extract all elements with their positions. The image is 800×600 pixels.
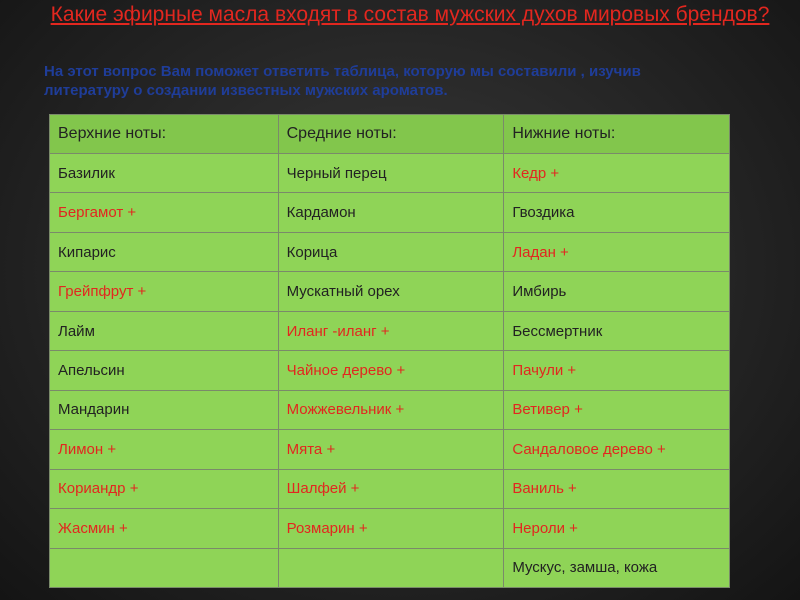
cell-top-note: Грейпфрут + [50, 272, 279, 311]
subtitle-line: литературу о создании известных мужских ароматов. [44, 82, 448, 99]
cell-middle-note: Черный перец [278, 154, 504, 193]
cell-top-note: Бергамот + [50, 193, 279, 232]
cell-top-note: Жасмин + [50, 509, 279, 548]
cell-middle-note: Розмарин + [278, 509, 504, 548]
page-title: Какие эфирные масла входят в состав мужских духов мировых брендов? [50, 3, 770, 26]
header-middle-notes: Средние ноты: [278, 115, 504, 154]
table-row [50, 390, 730, 429]
table-row [50, 548, 730, 587]
table-row [50, 232, 730, 271]
table-row [50, 351, 730, 390]
notes-table [49, 114, 730, 588]
cell-middle-note: Чайное дерево + [278, 351, 504, 390]
cell-top-note: Кориандр + [50, 469, 279, 508]
cell-middle-note: Иланг -иланг + [278, 311, 504, 350]
cell-top-note: Апельсин [50, 351, 279, 390]
cell-base-note: Сандаловое дерево + [504, 430, 730, 469]
cell-base-note: Пачули + [504, 351, 730, 390]
cell-base-note: Бессмертник [504, 311, 730, 350]
cell-middle-note: Мускатный орех [278, 272, 504, 311]
table-row [50, 311, 730, 350]
cell-middle-note: Шалфей + [278, 469, 504, 508]
cell-top-note: Кипарис [50, 232, 279, 271]
cell-base-note: Нероли + [504, 509, 730, 548]
table-row [50, 430, 730, 469]
header-base-notes: Нижние ноты: [504, 115, 730, 154]
cell-top-note [50, 548, 279, 587]
cell-base-note: Ладан + [504, 232, 730, 271]
cell-middle-note [278, 548, 504, 587]
cell-middle-note: Мята + [278, 430, 504, 469]
header-top-notes: Верхние ноты: [50, 115, 279, 154]
cell-top-note: Базилик [50, 154, 279, 193]
cell-base-note: Ваниль + [504, 469, 730, 508]
cell-top-note: Лимон + [50, 430, 279, 469]
table-row [50, 272, 730, 311]
cell-middle-note: Корица [278, 232, 504, 271]
subtitle-line: На этот вопрос Вам поможет ответить таблица, которую мы составили , изучив [44, 63, 641, 80]
table-header-row [50, 115, 730, 154]
table-row [50, 469, 730, 508]
cell-middle-note: Можжевельник + [278, 390, 504, 429]
table-row [50, 193, 730, 232]
cell-base-note: Гвоздика [504, 193, 730, 232]
cell-middle-note: Кардамон [278, 193, 504, 232]
cell-base-note: Кедр + [504, 154, 730, 193]
cell-base-note: Ветивер + [504, 390, 730, 429]
cell-base-note: Имбирь [504, 272, 730, 311]
table-row [50, 154, 730, 193]
subtitle [44, 62, 764, 100]
cell-base-note: Мускус, замша, кожа [504, 548, 730, 587]
table-row [50, 509, 730, 548]
cell-top-note: Лайм [50, 311, 279, 350]
cell-top-note: Мандарин [50, 390, 279, 429]
